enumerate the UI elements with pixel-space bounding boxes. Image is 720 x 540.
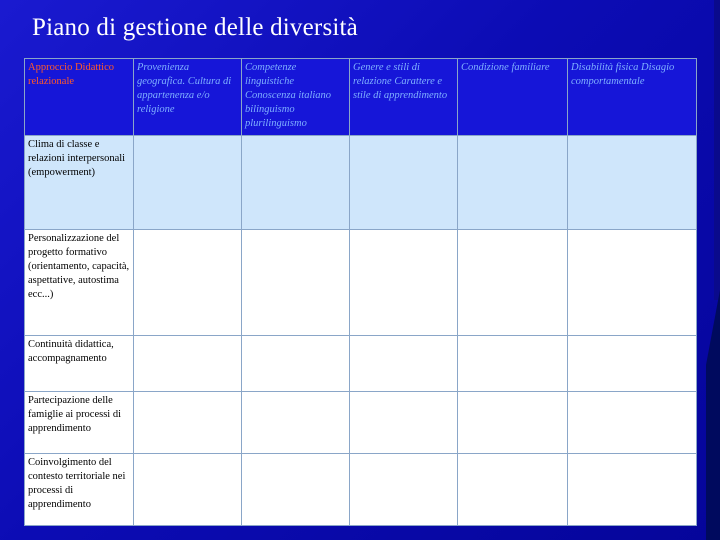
table-cell: [458, 392, 568, 454]
table-row: [25, 336, 697, 392]
row-label: Coinvolgimento del contesto territoriale nei processi di apprendimento: [25, 454, 134, 526]
table-cell: [242, 454, 350, 526]
table-cell: [134, 136, 242, 230]
column-header: Provenienza geografica. Cultura di appartenenza e/o religione: [134, 59, 242, 136]
corner-header-cell: Approccio Didattico relazionale: [25, 59, 134, 136]
table-cell: [134, 230, 242, 336]
table-cell: [458, 454, 568, 526]
diversity-management-table: [24, 58, 697, 526]
column-header: Disabilità fisica Disagio comportamentale: [568, 59, 697, 136]
table-cell: [568, 336, 697, 392]
table-cell: [134, 454, 242, 526]
table-cell: [568, 230, 697, 336]
table-cell: [242, 336, 350, 392]
table-cell: [350, 230, 458, 336]
table-cell: [242, 230, 350, 336]
table-cell: [242, 392, 350, 454]
table-cell: [568, 454, 697, 526]
table-cell: [350, 392, 458, 454]
decorative-corner: [706, 290, 720, 540]
row-label: Continuità didattica, accompagnamento: [25, 336, 134, 392]
row-label: Clima di classe e relazioni interpersonali (empowerment): [25, 136, 134, 230]
table-cell: [568, 136, 697, 230]
table-cell: [350, 454, 458, 526]
table-row: [25, 230, 697, 336]
table-cell: [568, 392, 697, 454]
table-cell: [458, 336, 568, 392]
column-header: Competenze linguistiche Conoscenza italiano bilinguismo plurilinguismo: [242, 59, 350, 136]
table-cell: [134, 336, 242, 392]
row-label: Partecipazione delle famiglie ai processi di apprendimento: [25, 392, 134, 454]
table-row: [25, 454, 697, 526]
page-title: Piano di gestione delle diversità: [32, 14, 358, 41]
column-header: Condizione familiare: [458, 59, 568, 136]
table-row: [25, 392, 697, 454]
table-cell: [350, 336, 458, 392]
decorative-edge: [714, 0, 720, 300]
table-cell: [242, 136, 350, 230]
table-header-row: [25, 59, 697, 136]
row-label: Personalizzazione del progetto formativo (orientamento, capacità, aspettative, autostima ecc...): [25, 230, 134, 336]
column-header: Genere e stili di relazione Carattere e stile di apprendimento: [350, 59, 458, 136]
table-cell: [458, 136, 568, 230]
table-row: [25, 136, 697, 230]
table-cell: [134, 392, 242, 454]
table-cell: [350, 136, 458, 230]
table-cell: [458, 230, 568, 336]
